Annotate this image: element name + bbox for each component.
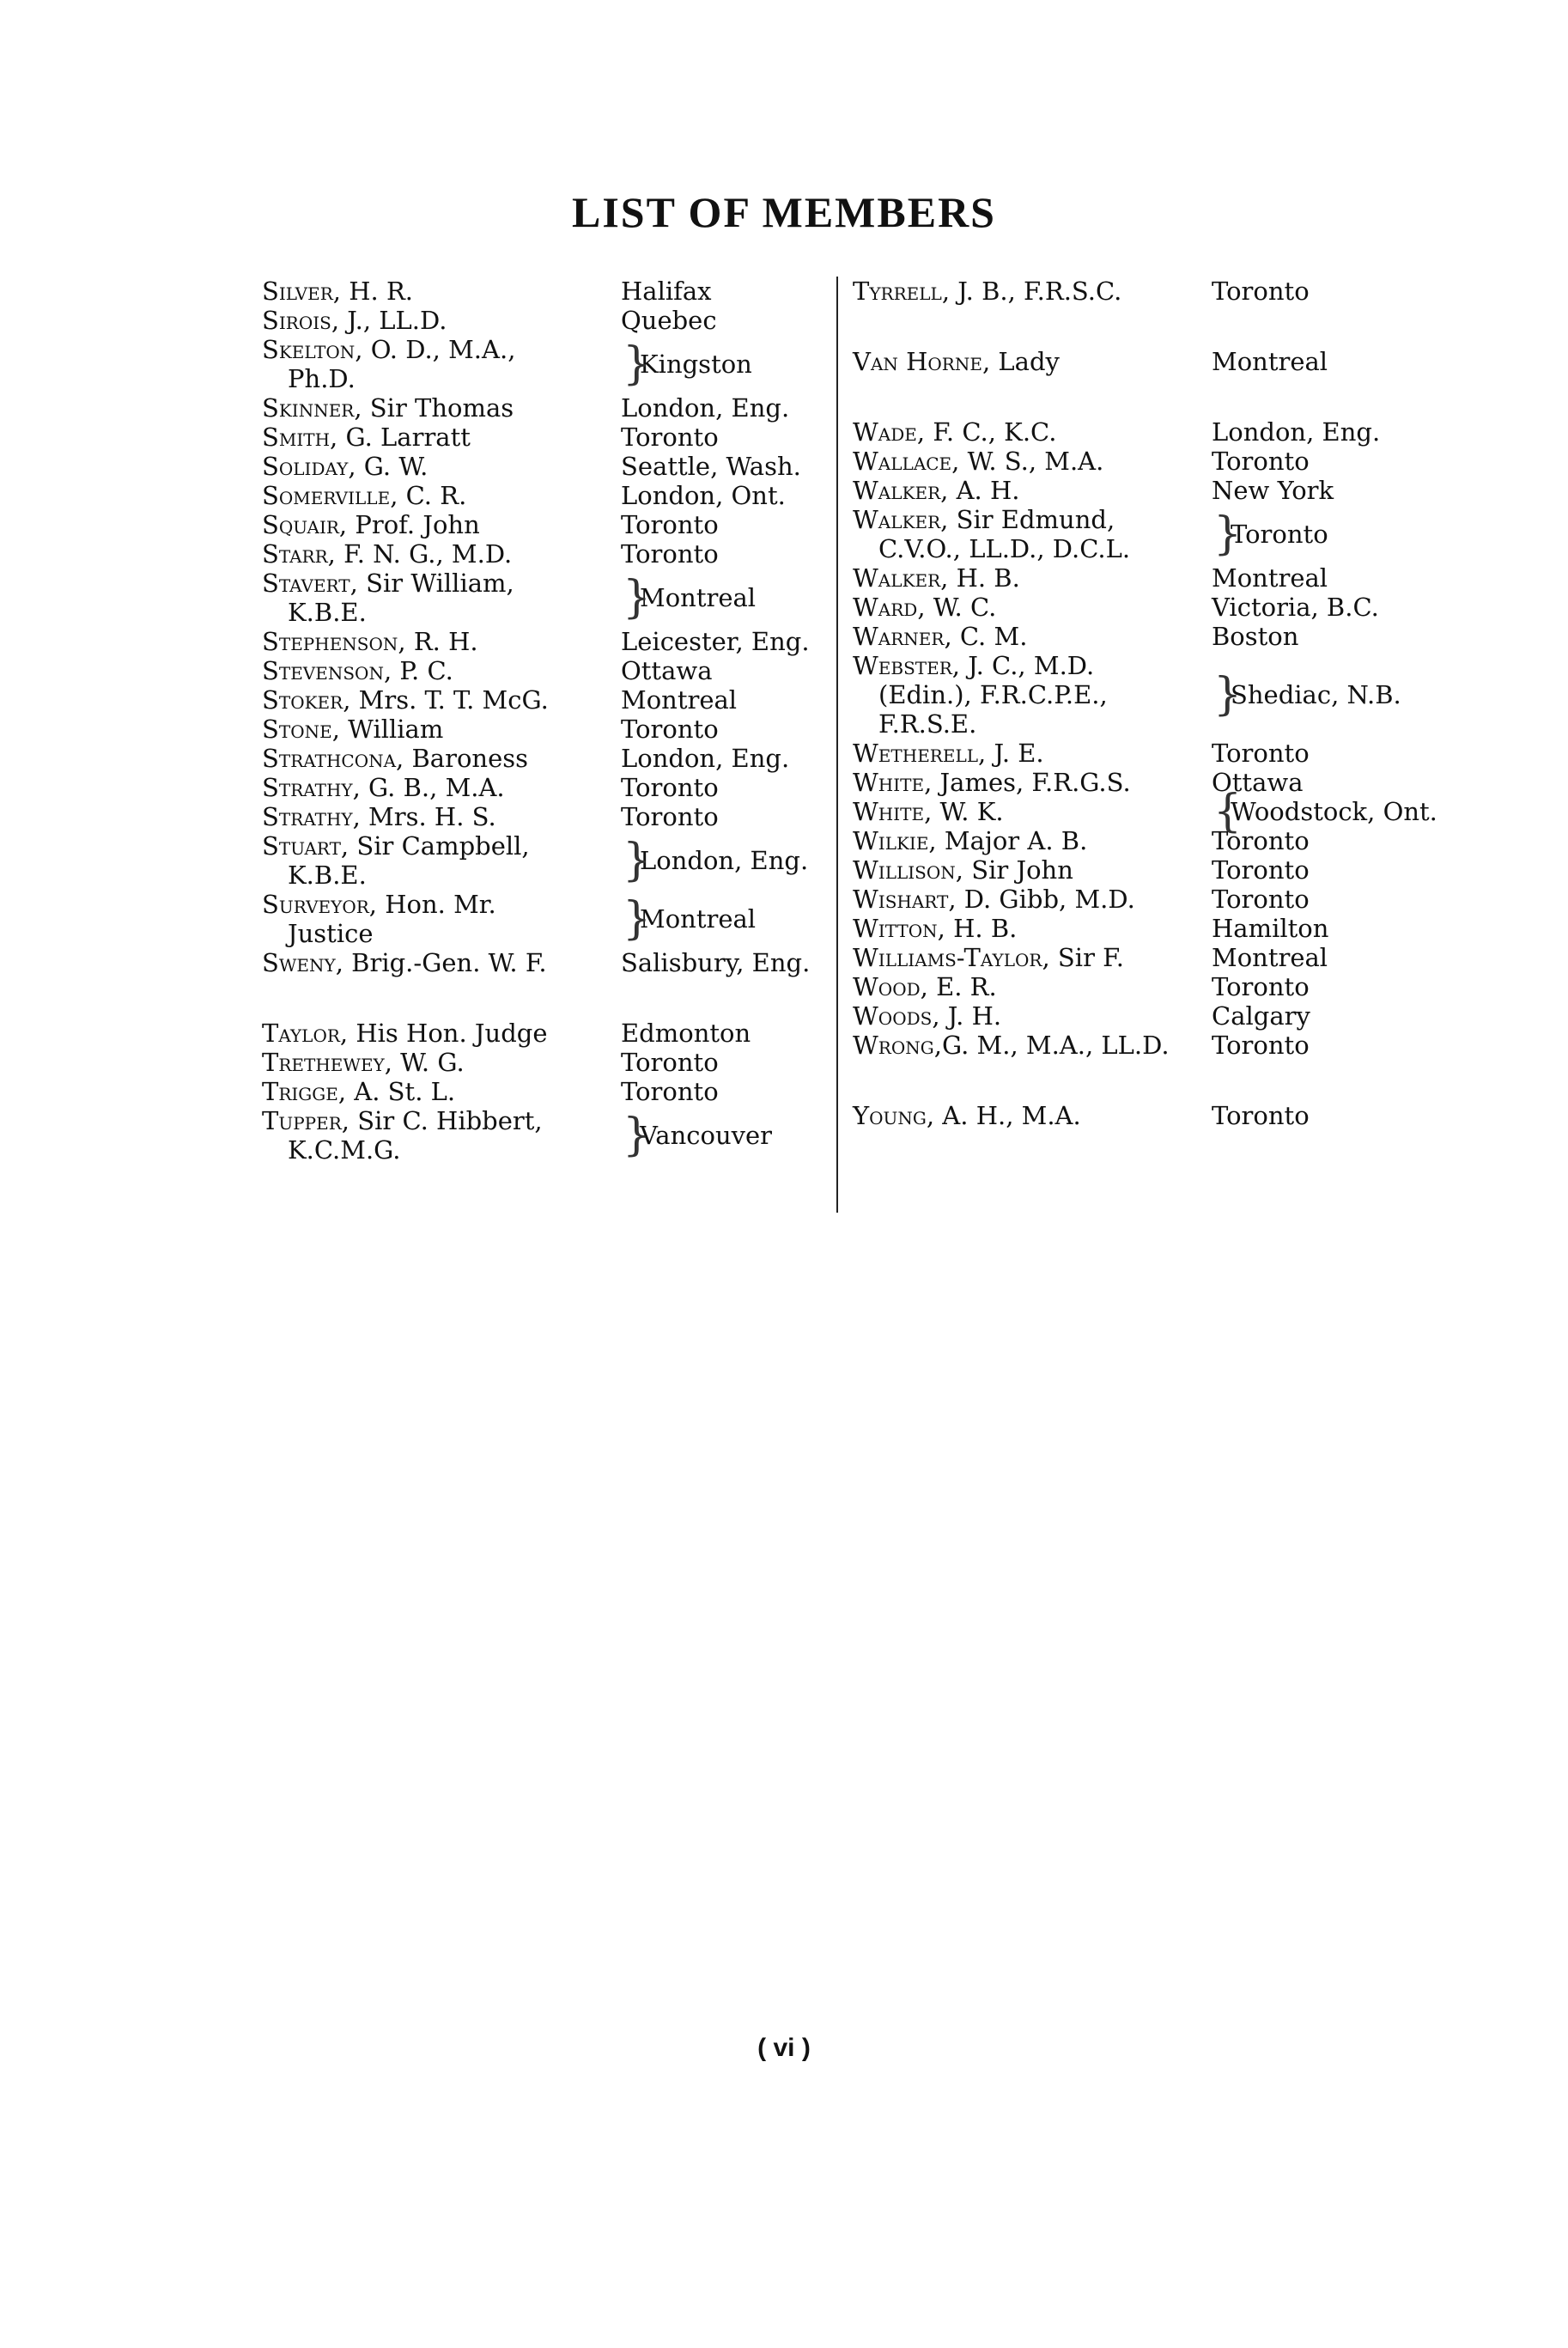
member-surname: Sweny, [262, 948, 343, 977]
member-entry [853, 943, 1454, 972]
member-given-names: W. K. [932, 797, 1004, 826]
member-given-names: J. E. [986, 739, 1044, 768]
member-given-names: H. B. [948, 563, 1020, 593]
member-name [262, 890, 621, 948]
member-location-text: Toronto [621, 539, 719, 569]
brace-mark: { [1213, 786, 1243, 837]
member-name [262, 685, 621, 715]
member-entry [262, 481, 837, 510]
member-name [853, 277, 1212, 306]
member-given-names: G. B., M.A. [360, 773, 505, 802]
member-name [262, 1048, 621, 1077]
member-name [853, 914, 1212, 943]
member-entry [262, 423, 837, 452]
member-given-names: C. M. [951, 622, 1028, 651]
member-surname: Soliday, [262, 452, 356, 481]
member-location-text: Toronto [621, 1077, 719, 1106]
column-divider [836, 277, 838, 1213]
member-given-names: William [339, 715, 444, 744]
member-given-names: Baroness [404, 744, 529, 773]
member-location-text: Vancouver [640, 1121, 773, 1150]
member-given-names: H. R. [341, 277, 413, 306]
member-name [262, 744, 621, 773]
member-location-text: London, Eng. [1212, 417, 1381, 447]
member-location [621, 1048, 837, 1077]
member-entry [853, 786, 1454, 837]
member-name [262, 802, 621, 831]
member-name-continuation: K.B.E. [288, 598, 367, 627]
member-name [853, 447, 1212, 476]
member-location-text: London, Ont. [621, 481, 786, 510]
member-given-names: Prof. John [347, 510, 480, 539]
member-name [262, 539, 621, 569]
member-location-text: Toronto [621, 1048, 719, 1077]
member-surname: Warner, [853, 622, 952, 651]
member-given-names: F. C., K.C. [925, 417, 1057, 447]
member-name [853, 885, 1212, 914]
member-location [1212, 447, 1454, 476]
member-surname: Woods, [853, 1001, 940, 1031]
member-location [621, 802, 837, 831]
member-location [621, 572, 837, 623]
member-location-text: London, Eng. [640, 846, 809, 875]
member-given-names: A. St. L. [346, 1077, 456, 1106]
member-surname: Sirois, [262, 306, 340, 335]
member-location-text: Boston [1212, 622, 1299, 651]
member-location [621, 685, 837, 715]
brace-mark: } [623, 893, 652, 945]
member-surname: Somerville, [262, 481, 398, 510]
member-given-names: G. Larratt [337, 423, 471, 452]
member-location-text: Seattle, Wash. [621, 452, 801, 481]
member-name [853, 855, 1212, 885]
member-location-text: Toronto [621, 802, 719, 831]
member-surname: Strathy, [262, 773, 361, 802]
member-surname: White, [853, 797, 933, 826]
member-given-names: G. W. [356, 452, 428, 481]
member-surname: Stevenson, [262, 656, 392, 685]
brace-mark: } [623, 835, 652, 886]
member-entry [853, 505, 1454, 563]
member-location [1212, 669, 1454, 721]
member-entry [853, 347, 1454, 376]
member-surname: Wetherell, [853, 739, 987, 768]
member-surname: Wood, [853, 972, 928, 1001]
member-given-names: J., LL.D. [339, 306, 447, 335]
member-entry [262, 802, 837, 831]
member-entry [853, 651, 1454, 739]
member-list-left [262, 277, 837, 1165]
member-location [1212, 943, 1454, 972]
member-entry [262, 890, 837, 948]
member-entry [853, 476, 1454, 505]
member-name [262, 656, 621, 685]
member-entry [262, 773, 837, 802]
member-name [853, 347, 1212, 376]
member-given-names: Sir John [963, 855, 1073, 885]
member-given-names: A. H. [948, 476, 1020, 505]
member-given-names: E. R. [927, 972, 997, 1001]
member-location-text: Toronto [1212, 1031, 1310, 1060]
member-location [1212, 826, 1454, 855]
member-location-text: Toronto [1212, 739, 1310, 768]
member-surname: Tyrrell, [853, 277, 951, 306]
member-surname: White, [853, 768, 933, 797]
member-name [262, 306, 621, 335]
brace-mark: } [623, 338, 652, 390]
member-location-text: Ottawa [621, 656, 713, 685]
member-location [1212, 786, 1454, 837]
member-location-text: Leicester, Eng. [621, 627, 810, 656]
member-entry [853, 826, 1454, 855]
member-location-text: Toronto [1212, 447, 1310, 476]
member-name [262, 335, 621, 393]
member-entry [262, 335, 837, 393]
member-location [1212, 476, 1454, 505]
member-name [853, 739, 1212, 768]
member-location [621, 1077, 837, 1106]
member-surname: Willison, [853, 855, 963, 885]
member-entry [262, 1019, 837, 1048]
member-surname: Tupper, [262, 1106, 349, 1135]
member-name-continuation: C.V.O., LL.D., D.C.L. [878, 534, 1131, 563]
member-name [262, 831, 621, 890]
member-surname: Strathcona, [262, 744, 404, 773]
member-entry [262, 831, 837, 890]
member-given-names: Mrs. T. T. McG. [350, 685, 549, 715]
member-surname: Trigge, [262, 1077, 347, 1106]
member-given-names: W. S., M.A. [959, 447, 1104, 476]
member-name-continuation: K.B.E. [288, 861, 367, 890]
member-name [853, 622, 1212, 651]
member-location [621, 481, 837, 510]
member-location-text: Hamilton [1212, 914, 1329, 943]
member-entry [853, 622, 1454, 651]
member-location-text: New York [1212, 476, 1334, 505]
member-name [853, 1101, 1212, 1130]
member-given-names: J. B., F.R.S.C. [950, 277, 1122, 306]
member-location-text: Toronto [1212, 972, 1310, 1001]
member-surname: Webster, [853, 651, 961, 680]
member-name [262, 1019, 621, 1048]
member-location [621, 306, 837, 335]
member-location [1212, 1031, 1454, 1060]
member-location-text: Montreal [640, 904, 757, 934]
member-surname: Starr, [262, 539, 336, 569]
member-name [262, 510, 621, 539]
member-location-text: Shediac, N.B. [1231, 680, 1401, 709]
member-location [621, 715, 837, 744]
member-location-text: Toronto [1212, 885, 1310, 914]
member-name [853, 797, 1212, 826]
brace-mark: } [623, 1110, 652, 1161]
member-location [1212, 914, 1454, 943]
member-name [262, 948, 621, 977]
member-surname: Taylor, [262, 1019, 349, 1048]
member-entry [262, 1077, 837, 1106]
member-given-names: Sir F. [1049, 943, 1124, 972]
member-location [621, 656, 837, 685]
member-location [621, 452, 837, 481]
brace-mark: } [623, 572, 652, 623]
member-location [621, 893, 837, 945]
member-location [621, 773, 837, 802]
member-name [853, 417, 1212, 447]
member-surname: Walker, [853, 505, 949, 534]
member-location-text: Montreal [1212, 943, 1328, 972]
member-name [853, 768, 1212, 797]
member-name-continuation: Justice [288, 919, 374, 948]
member-entry [853, 277, 1454, 306]
member-location [1212, 1101, 1454, 1130]
member-entry [262, 627, 837, 656]
member-location-text: Montreal [1212, 563, 1328, 593]
member-location [1212, 768, 1454, 797]
member-name [262, 393, 621, 423]
member-surname: Wishart, [853, 885, 957, 914]
member-location [621, 1110, 837, 1161]
member-surname: Walker, [853, 563, 949, 593]
member-location-text: Toronto [1212, 855, 1310, 885]
member-entry [262, 569, 837, 627]
member-surname: Williams-Taylor, [853, 943, 1050, 972]
member-given-names: His Hon. Judge [348, 1019, 548, 1048]
member-surname: Squair, [262, 510, 348, 539]
member-surname: Skelton, [262, 335, 363, 364]
member-name [262, 715, 621, 744]
member-given-names: R. H. [405, 627, 478, 656]
member-surname: Smith, [262, 423, 338, 452]
member-given-names: Lady [990, 347, 1060, 376]
member-given-names: W. G. [392, 1048, 465, 1077]
member-name-continuation: (Edin.), F.R.C.P.E., F.R.S.E. [878, 680, 1108, 739]
member-name [853, 593, 1212, 622]
member-surname: Young, [853, 1101, 935, 1130]
member-given-names: W. C. [925, 593, 997, 622]
member-entry [853, 417, 1454, 447]
member-surname: Van Horne, [853, 347, 991, 376]
member-surname: Stuart, [262, 831, 349, 861]
member-location [1212, 593, 1454, 622]
member-given-names: G. M., M.A., LL.D. [941, 1031, 1170, 1060]
member-location-text: Toronto [621, 510, 719, 539]
member-surname: Walker, [853, 476, 949, 505]
member-location-text: Toronto [1212, 277, 1310, 306]
member-location-text: Toronto [1212, 1101, 1310, 1130]
member-location [1212, 417, 1454, 447]
member-name [853, 943, 1212, 972]
member-location-text: Kingston [640, 350, 752, 379]
member-given-names: D. Gibb, M.D. [956, 885, 1135, 914]
member-surname: Strathy, [262, 802, 361, 831]
member-name [262, 423, 621, 452]
member-entry [853, 593, 1454, 622]
member-name [262, 1106, 621, 1165]
member-given-names: Sir Campbell, [349, 831, 530, 861]
member-name [853, 476, 1212, 505]
member-entry [262, 452, 837, 481]
member-location [1212, 622, 1454, 651]
member-surname: Wilkie, [853, 826, 937, 855]
member-entry [853, 447, 1454, 476]
member-location [621, 423, 837, 452]
member-location-text: Montreal [1212, 347, 1328, 376]
member-entry [262, 1106, 837, 1165]
member-given-names: Sir C. Hibbert, [349, 1106, 543, 1135]
member-surname: Stoker, [262, 685, 351, 715]
member-name [853, 651, 1212, 739]
page-title: LIST OF MEMBERS [572, 188, 996, 236]
member-entry [262, 510, 837, 539]
member-given-names: Sir William, [357, 569, 514, 598]
member-name [853, 1001, 1212, 1031]
member-entry [262, 685, 837, 715]
member-entry [853, 885, 1454, 914]
member-location [621, 744, 837, 773]
member-entry [853, 739, 1454, 768]
member-entry [262, 948, 837, 977]
member-name-continuation: K.C.M.G. [288, 1135, 401, 1165]
member-surname: Silver, [262, 277, 341, 306]
member-location [1212, 739, 1454, 768]
member-name [853, 972, 1212, 1001]
member-surname: Wade, [853, 417, 926, 447]
member-name [262, 627, 621, 656]
member-location-text: London, Eng. [621, 393, 790, 423]
member-location-text: Toronto [621, 423, 719, 452]
member-location-text: Ottawa [1212, 768, 1304, 797]
member-name [853, 826, 1212, 855]
member-location [621, 627, 837, 656]
member-location [1212, 855, 1454, 885]
member-location-text: London, Eng. [621, 744, 790, 773]
member-location [621, 338, 837, 390]
member-location-text: Toronto [1212, 826, 1310, 855]
member-location-text: Calgary [1212, 1001, 1310, 1031]
member-list-right [853, 277, 1454, 1130]
member-entry [262, 277, 837, 306]
member-name [853, 563, 1212, 593]
member-given-names: C. R. [398, 481, 467, 510]
member-given-names: Sir Edmund, [948, 505, 1115, 534]
member-name [262, 569, 621, 627]
member-location [621, 510, 837, 539]
member-entry [262, 306, 837, 335]
member-given-names: Brig.-Gen. W. F. [343, 948, 547, 977]
member-given-names: O. D., M.A., [362, 335, 516, 364]
member-location [621, 539, 837, 569]
member-location [621, 277, 837, 306]
member-location-text: Toronto [621, 715, 719, 744]
member-surname: Stephenson, [262, 627, 406, 656]
member-name [262, 277, 621, 306]
member-location-text: Edmonton [621, 1019, 751, 1048]
member-given-names: F. N. G., M.D. [335, 539, 513, 569]
member-location [621, 948, 837, 977]
member-location [621, 393, 837, 423]
member-location-text: Quebec [621, 306, 717, 335]
member-location-text: Montreal [621, 685, 738, 715]
member-surname: Stone, [262, 715, 340, 744]
page-number: ( vi ) [757, 2034, 811, 2062]
member-location-text: Victoria, B.C. [1212, 593, 1379, 622]
member-surname: Stavert, [262, 569, 358, 598]
member-given-names: J. C., M.D. [960, 651, 1095, 680]
member-location [1212, 563, 1454, 593]
member-name [853, 505, 1212, 563]
member-location [1212, 277, 1454, 306]
member-location-text: Salisbury, Eng. [621, 948, 811, 977]
member-entry [853, 768, 1454, 797]
member-entry [262, 656, 837, 685]
member-given-names: A. H., M.A. [934, 1101, 1081, 1130]
member-given-names: Mrs. H. S. [360, 802, 496, 831]
member-location [1212, 508, 1454, 560]
member-entry [853, 1001, 1454, 1031]
member-surname: Wrong, [853, 1031, 942, 1060]
member-entry [262, 393, 837, 423]
member-surname: Surveyor, [262, 890, 377, 919]
member-surname: Witton, [853, 914, 945, 943]
brace-mark: } [1213, 669, 1243, 721]
member-given-names: H. B. [945, 914, 1018, 943]
member-location [1212, 972, 1454, 1001]
member-location [1212, 1001, 1454, 1031]
member-entry [262, 539, 837, 569]
brace-mark: } [1213, 508, 1243, 560]
member-location [1212, 885, 1454, 914]
member-surname: Ward, [853, 593, 926, 622]
member-given-names: P. C. [392, 656, 453, 685]
member-name [262, 773, 621, 802]
member-entry [853, 563, 1454, 593]
member-entry [853, 1101, 1454, 1130]
member-name [853, 1031, 1212, 1060]
member-location [621, 835, 837, 886]
member-name [262, 452, 621, 481]
member-entry [853, 972, 1454, 1001]
member-location [621, 1019, 837, 1048]
member-location-text: Halifax [621, 277, 712, 306]
member-entry [262, 715, 837, 744]
member-surname: Skinner, [262, 393, 362, 423]
member-given-names: Major A. B. [936, 826, 1088, 855]
member-entry [853, 914, 1454, 943]
member-entry [262, 1048, 837, 1077]
member-entry [853, 855, 1454, 885]
member-location-text: Toronto [621, 773, 719, 802]
member-given-names: James, F.R.G.S. [932, 768, 1131, 797]
member-given-names: Sir Thomas [362, 393, 514, 423]
member-entry [262, 744, 837, 773]
member-surname: Wallace, [853, 447, 960, 476]
member-location-text: Toronto [1231, 520, 1328, 549]
member-name [262, 481, 621, 510]
member-name-continuation: Ph.D. [288, 364, 356, 393]
member-given-names: J. H. [939, 1001, 1002, 1031]
member-name [262, 1077, 621, 1106]
member-location-text: Montreal [640, 583, 757, 612]
member-entry [853, 1031, 1454, 1060]
member-location-text: Woodstock, Ont. [1231, 797, 1437, 826]
member-given-names: Hon. Mr. [377, 890, 496, 919]
member-location [1212, 347, 1454, 376]
member-surname: Trethewey, [262, 1048, 392, 1077]
